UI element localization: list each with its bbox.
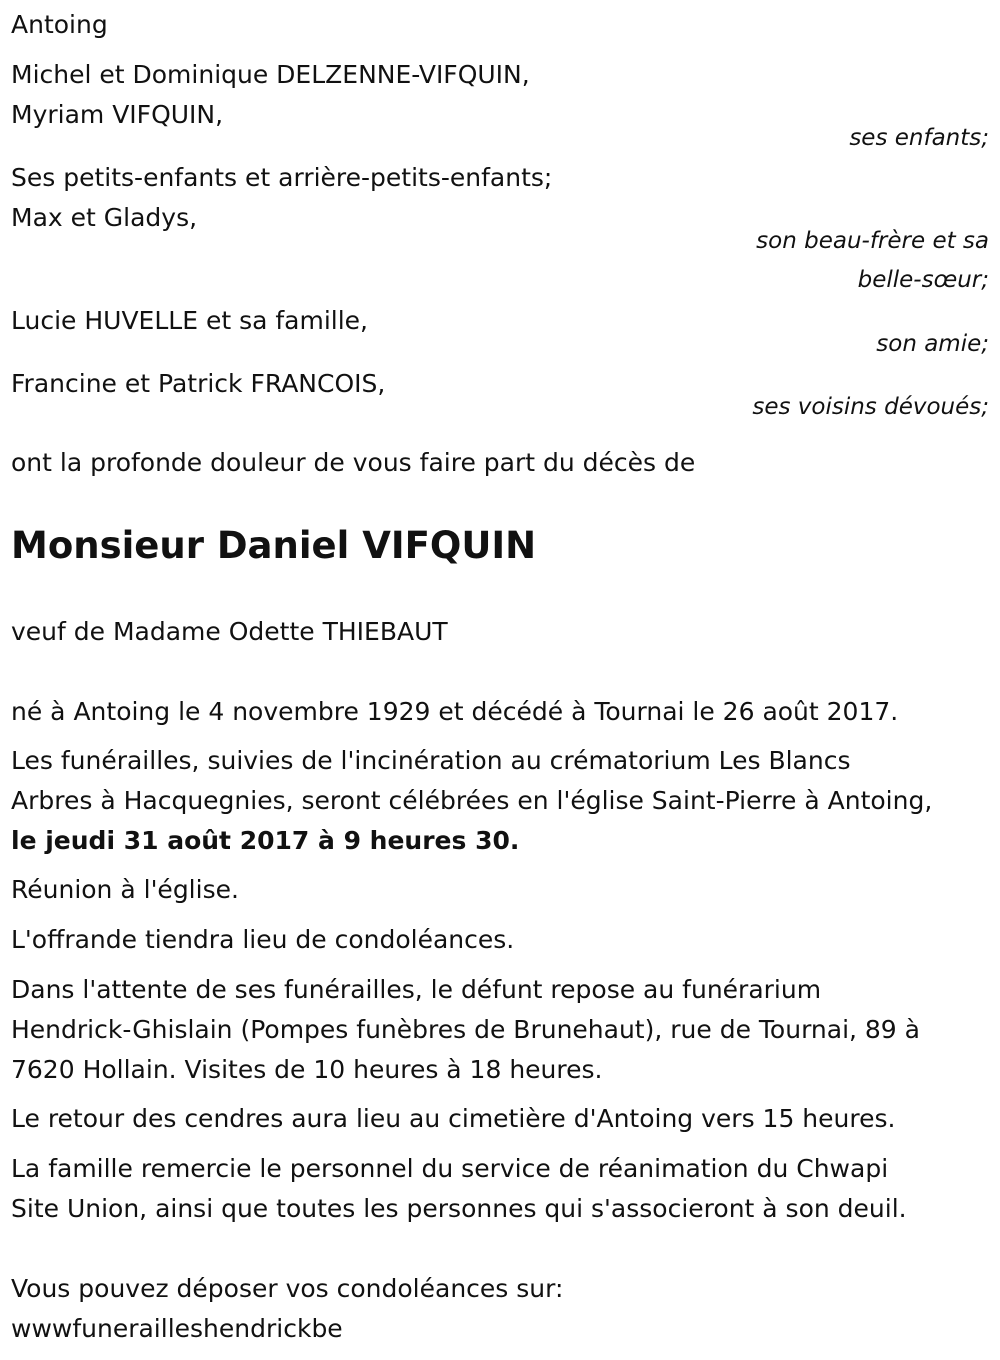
funeral-line-2: Arbres à Hacquegnies, seront célébrées en l'église Saint-Pierre à Antoing, — [11, 786, 933, 815]
widower-of: veuf de Madame Odette THIEBAUT — [11, 617, 448, 646]
friend-role: son amie; — [876, 331, 989, 357]
grandchildren: Ses petits-enfants et arrière-petits-enfants; — [11, 163, 553, 192]
condolences-label: Vous pouvez déposer vos condoléances sur: — [11, 1274, 564, 1303]
offering: L'offrande tiendra lieu de condoléances. — [11, 925, 515, 954]
funeral-line-1: Les funérailles, suivies de l'incinération au crématorium Les Blancs — [11, 746, 851, 775]
ashes: Le retour des cendres aura lieu au cimetière d'Antoing vers 15 heures. — [11, 1104, 896, 1133]
thanks-line-1: La famille remercie le personnel du service de réanimation du Chwapi — [11, 1154, 889, 1183]
condolences-url[interactable]: wwwfunerailleshendrickbe — [11, 1314, 343, 1343]
announcement: ont la profonde douleur de vous faire part du décès de — [11, 448, 696, 477]
rest-line-2: Hendrick-Ghislain (Pompes funèbres de Brunehaut), rue de Tournai, 89 à — [11, 1015, 920, 1044]
in-laws-role-line-2: belle-sœur; — [857, 267, 989, 293]
deceased-name: Monsieur Daniel VIFQUIN — [11, 524, 537, 567]
in-laws: Max et Gladys, — [11, 203, 198, 232]
rest-line-3: 7620 Hollain. Visites de 10 heures à 18 heures. — [11, 1055, 603, 1084]
friend: Lucie HUVELLE et sa famille, — [11, 306, 369, 335]
children-role: ses enfants; — [849, 125, 989, 151]
children-line-2: Myriam VIFQUIN, — [11, 100, 224, 129]
thanks-line-2: Site Union, ainsi que toutes les personnes qui s'associeront à son deuil. — [11, 1194, 907, 1223]
neighbours-role: ses voisins dévoués; — [752, 394, 989, 420]
location: Antoing — [11, 10, 108, 39]
neighbours: Francine et Patrick FRANCOIS, — [11, 369, 386, 398]
children-line-1: Michel et Dominique DELZENNE-VIFQUIN, — [11, 60, 530, 89]
in-laws-role-line-1: son beau-frère et sa — [756, 228, 989, 254]
funeral-datetime: le jeudi 31 août 2017 à 9 heures 30. — [11, 826, 520, 855]
birth-death: né à Antoing le 4 novembre 1929 et décédé à Tournai le 26 août 2017. — [11, 697, 899, 726]
meeting: Réunion à l'église. — [11, 875, 239, 904]
rest-line-1: Dans l'attente de ses funérailles, le défunt repose au funérarium — [11, 975, 822, 1004]
